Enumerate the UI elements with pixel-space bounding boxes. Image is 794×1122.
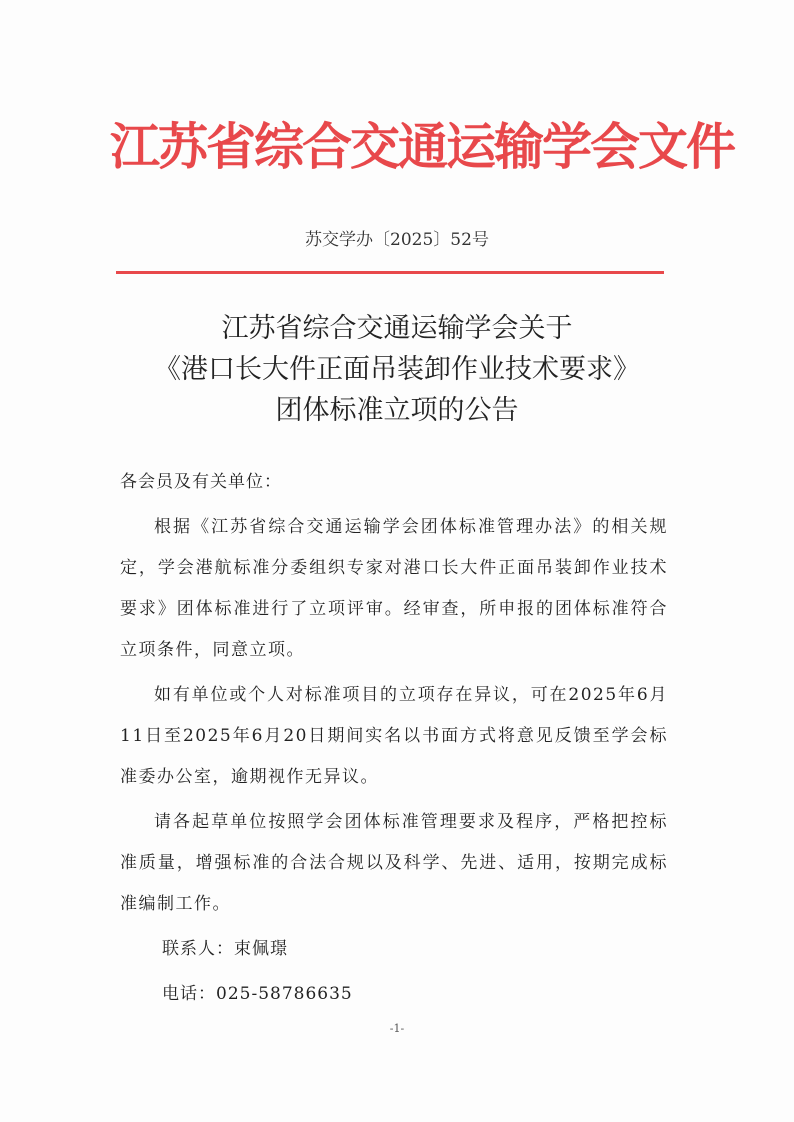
- announcement-body: [120, 462, 668, 1019]
- masthead-title: 江苏省综合交通运输学会文件: [110, 117, 734, 176]
- paragraph-requirements: 请各起草单位按照学会团体标准管理要求及程序，严格把控标准质量，增强标准的合法合规以及科学、先进、适用，按期完成标准编制工作。: [120, 812, 668, 914]
- title-line-3: 团体标准立项的公告: [275, 395, 519, 426]
- paragraph-objection: 如有单位或个人对标准项目的立项存在异议，可在2025年6月11日至2025年6月20日期间实名以书面方式将意见反馈至学会标准委办公室，逾期视作无异议。: [120, 685, 668, 787]
- title-line-2: 《港口长大件正面吊装卸作业技术要求》: [154, 354, 640, 385]
- announcement-title: [0, 308, 794, 431]
- page-number: -1-: [389, 1022, 405, 1035]
- contact-person: 联系人：束佩璟: [162, 939, 288, 959]
- title-line-1: 江苏省综合交通运输学会关于: [221, 313, 573, 344]
- salutation: 各会员及有关单位：: [120, 472, 282, 492]
- red-divider-line: [116, 271, 664, 274]
- contact-phone: 电话：025-58786635: [162, 984, 353, 1004]
- document-number: 苏交学办〔2025〕52号: [305, 230, 489, 250]
- paragraph-basis: 根据《江苏省综合交通运输学会团体标准管理办法》的相关规定，学会港航标准分委组织专家对港口长大件正面吊装卸作业技术要求》团体标准进行了立项评审。经审查，所申报的团体标准符合立项条件，同意立项。: [120, 517, 668, 660]
